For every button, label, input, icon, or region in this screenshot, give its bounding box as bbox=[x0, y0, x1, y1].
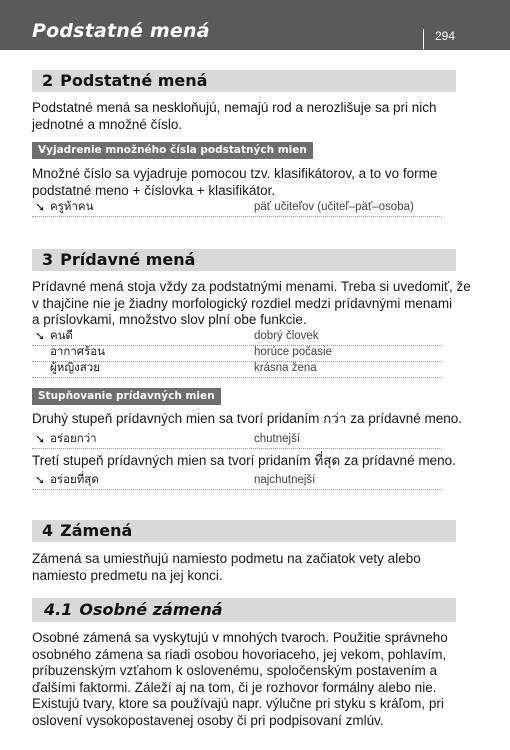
section-number: 2 bbox=[42, 71, 54, 90]
thai-example: ครูห้าคน bbox=[50, 201, 94, 213]
text-line: Podstatné mená sa neskloňujú, nemajú rod a nerozlišuje sa pri nich bbox=[32, 100, 437, 115]
text-line: Množné číslo sa vyjadruje pomocou tzv. klasifikátorov, a to vo forme bbox=[32, 166, 438, 181]
text-line: osobného zámena sa riadi osobou hovoriaceho, jej vekom, pohlavím, bbox=[32, 646, 447, 662]
arrow-down-right-icon: ➘ bbox=[35, 329, 46, 343]
header-title: Podstatné mená bbox=[32, 20, 210, 42]
thai-example: อร่อยกว่า bbox=[50, 433, 97, 445]
text-line: príbuzenským vzťahom k oslovenému, spoločenským postavením a bbox=[32, 663, 437, 678]
arrow-down-right-icon: ➘ bbox=[35, 200, 46, 214]
section-title: Osobné zámená bbox=[79, 600, 223, 619]
header-divider bbox=[423, 29, 424, 49]
section-number: 4.1 bbox=[44, 600, 73, 619]
section-2-intro bbox=[32, 100, 472, 133]
section-title: Podstatné mená bbox=[60, 71, 208, 90]
translation: krásna žena bbox=[254, 362, 317, 374]
section-title: Prídavné mená bbox=[60, 250, 196, 269]
text-line: ďalšími faktormi. Záleží aj na tom, či je rozhovor formálny alebo nie. bbox=[32, 679, 437, 695]
text-line: Existujú tvary, ktore sa používajú napr. výlučne pri styku s kráľom, pri bbox=[32, 696, 444, 711]
thai-example: อากาศร้อน bbox=[50, 346, 106, 358]
thai-example: อร่อยที่สุด bbox=[50, 474, 99, 486]
thai-example: คนดี bbox=[50, 330, 74, 342]
text-line: namiesto predmetu na jej konci. bbox=[32, 567, 223, 583]
section-3-paragraph bbox=[32, 279, 472, 329]
arrow-down-right-icon: ➘ bbox=[35, 432, 46, 446]
example-row bbox=[32, 431, 442, 449]
thai-example: ผู้หญิงสวย bbox=[50, 362, 100, 374]
plural-paragraph bbox=[32, 166, 472, 199]
section-4-1-paragraph bbox=[32, 630, 472, 729]
subheading-plural: Vyjadrenie množného čísla podstatných mien bbox=[32, 142, 313, 159]
text-line: oslovení vysokopostavenej osoby či pri podpisovaní zmlúv. bbox=[32, 712, 384, 728]
example-row bbox=[32, 199, 442, 217]
section-title: Zámená bbox=[60, 521, 133, 540]
translation: najchutnejší bbox=[254, 474, 316, 486]
comparative-text: Druhý stupeň prídavných mien sa tvorí pridaním กว่า za prídavné meno. bbox=[32, 411, 463, 426]
superlative-text: Tretí stupeň prídavných mien sa tvorí pridaním ที่สุด za prídavné meno. bbox=[32, 453, 456, 468]
section-number: 3 bbox=[42, 250, 54, 269]
arrow-down-right-icon: ➘ bbox=[35, 473, 46, 487]
section-number: 4 bbox=[42, 521, 54, 540]
page-number: 294 bbox=[435, 29, 456, 43]
text-line: podstatné meno + číslovka + klasifikátor. bbox=[32, 182, 276, 198]
translation: horúce počasie bbox=[254, 346, 332, 358]
section-4-paragraph bbox=[32, 551, 472, 584]
page-header bbox=[0, 0, 510, 50]
text-line: Zámená sa umiestňujú namiesto podmetu na začiatok vety alebo bbox=[32, 551, 421, 566]
section-3-heading bbox=[32, 249, 456, 271]
translation: dobrý človek bbox=[254, 330, 319, 342]
translation: chutnejší bbox=[254, 433, 301, 445]
section-4-1-heading bbox=[32, 598, 456, 622]
text-line: jednotné a množné číslo. bbox=[32, 116, 183, 132]
section-4-heading bbox=[32, 520, 456, 542]
text-line: Prídavné mená stoja vždy za podstatnými menami. Treba si uvedomiť, že bbox=[32, 279, 471, 294]
translation: päť učiteľov (učiteľ–päť–osoba) bbox=[254, 201, 414, 213]
text-line: Osobné zámená sa vyskytujú v mnohých tvaroch. Použitie správneho bbox=[32, 630, 448, 645]
example-row bbox=[32, 472, 442, 490]
section-2-heading bbox=[32, 70, 456, 92]
subheading-comparison: Stupňovanie prídavných mien bbox=[32, 388, 221, 405]
example-row bbox=[32, 360, 442, 378]
text-line: v thajčine nie je žiadny morfologický rozdiel medzi prídavnými menami bbox=[32, 295, 453, 311]
text-line: a príslovkami, množstvo slov plní obe funkcie. bbox=[32, 312, 307, 327]
